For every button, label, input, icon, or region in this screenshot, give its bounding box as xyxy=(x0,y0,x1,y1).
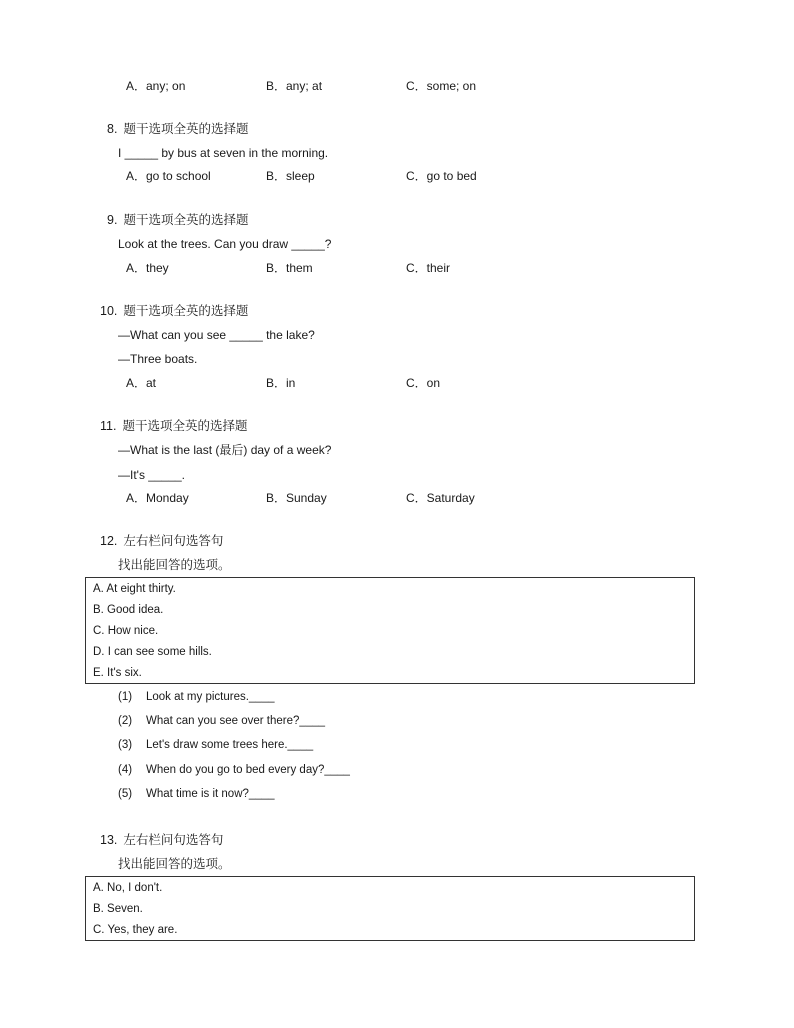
question-type: 题干选项全英的选择题 xyxy=(123,304,249,318)
option-a: A．any; on xyxy=(126,79,186,93)
question-stem-line: —It's _____. xyxy=(118,468,185,482)
question-number: 10. xyxy=(100,304,118,318)
option-a: A．at xyxy=(126,376,157,390)
sub-question-text: What can you see over there?____ xyxy=(146,715,326,727)
sub-question-number: (1) xyxy=(118,691,133,703)
question-stem: Look at the trees. Can you draw _____? xyxy=(118,237,332,251)
answer-choice: B. Good idea. xyxy=(93,604,164,616)
question-number: 13. xyxy=(100,833,118,847)
answer-choice: A. At eight thirty. xyxy=(93,583,176,595)
answer-choice: A. No, I don't. xyxy=(93,882,163,894)
answer-choice: C. Yes, they are. xyxy=(93,924,178,936)
question-type: 题干选项全英的选择题 xyxy=(123,213,249,227)
option-b: B．sleep xyxy=(266,169,315,183)
question-type: 题干选项全英的选择题 xyxy=(123,122,249,136)
answer-choice: D. I can see some hills. xyxy=(93,646,212,658)
question-title xyxy=(107,121,248,137)
option-a: A．they xyxy=(126,261,169,275)
option-c: C．go to bed xyxy=(406,169,477,183)
question-title xyxy=(107,212,248,228)
option-c: C．on xyxy=(406,376,441,390)
question-number: 8. xyxy=(107,122,118,136)
question-stem: I _____ by bus at seven in the morning. xyxy=(118,146,329,160)
question-stem-line: —What is the last (最后) day of a week? xyxy=(118,443,332,457)
question-type: 题干选项全英的选择题 xyxy=(122,419,248,433)
sub-question xyxy=(118,713,325,729)
question-title xyxy=(100,533,223,549)
question-stem-line: —What can you see _____ the lake? xyxy=(118,328,315,342)
sub-question-text: When do you go to bed every day?____ xyxy=(146,764,350,776)
sub-question-number: (4) xyxy=(118,764,133,776)
answer-choice: B. Seven. xyxy=(93,903,143,915)
answer-choice: E. It's six. xyxy=(93,667,142,679)
sub-question-number: (5) xyxy=(118,788,133,800)
option-b: B．in xyxy=(266,376,296,390)
option-c: C．their xyxy=(406,261,451,275)
option-b: B．them xyxy=(266,261,313,275)
sub-question xyxy=(118,786,274,802)
sub-question-text: What time is it now?____ xyxy=(146,788,275,800)
option-a: A．Monday xyxy=(126,491,189,505)
question-stem-line: —Three boats. xyxy=(118,352,198,366)
option-b: B．Sunday xyxy=(266,491,327,505)
option-b: B．any; at xyxy=(266,79,323,93)
sub-question-text: Let's draw some trees here.____ xyxy=(146,739,314,751)
question-title xyxy=(100,303,248,319)
answer-choices-box xyxy=(85,876,695,941)
sub-question-text: Look at my pictures.____ xyxy=(146,691,275,703)
question-number: 12. xyxy=(100,534,118,548)
option-a: A．go to school xyxy=(126,169,211,183)
answer-choices-box xyxy=(85,577,695,684)
question-title xyxy=(100,832,223,848)
question-type: 左右栏问句选答句 xyxy=(123,534,224,548)
question-title xyxy=(100,418,247,434)
option-c: C．Saturday xyxy=(406,491,475,505)
sub-question xyxy=(118,737,313,753)
sub-question-number: (3) xyxy=(118,739,133,751)
answer-choice: C. How nice. xyxy=(93,625,159,637)
sub-question xyxy=(118,762,350,778)
question-type: 左右栏问句选答句 xyxy=(123,833,224,847)
question-number: 9. xyxy=(107,213,118,227)
question-number: 11. xyxy=(100,419,117,433)
question-instruction: 找出能回答的选项。 xyxy=(118,857,231,871)
sub-question-number: (2) xyxy=(118,715,133,727)
option-c: C．some; on xyxy=(406,79,477,93)
sub-question xyxy=(118,689,275,705)
question-instruction: 找出能回答的选项。 xyxy=(118,558,231,572)
